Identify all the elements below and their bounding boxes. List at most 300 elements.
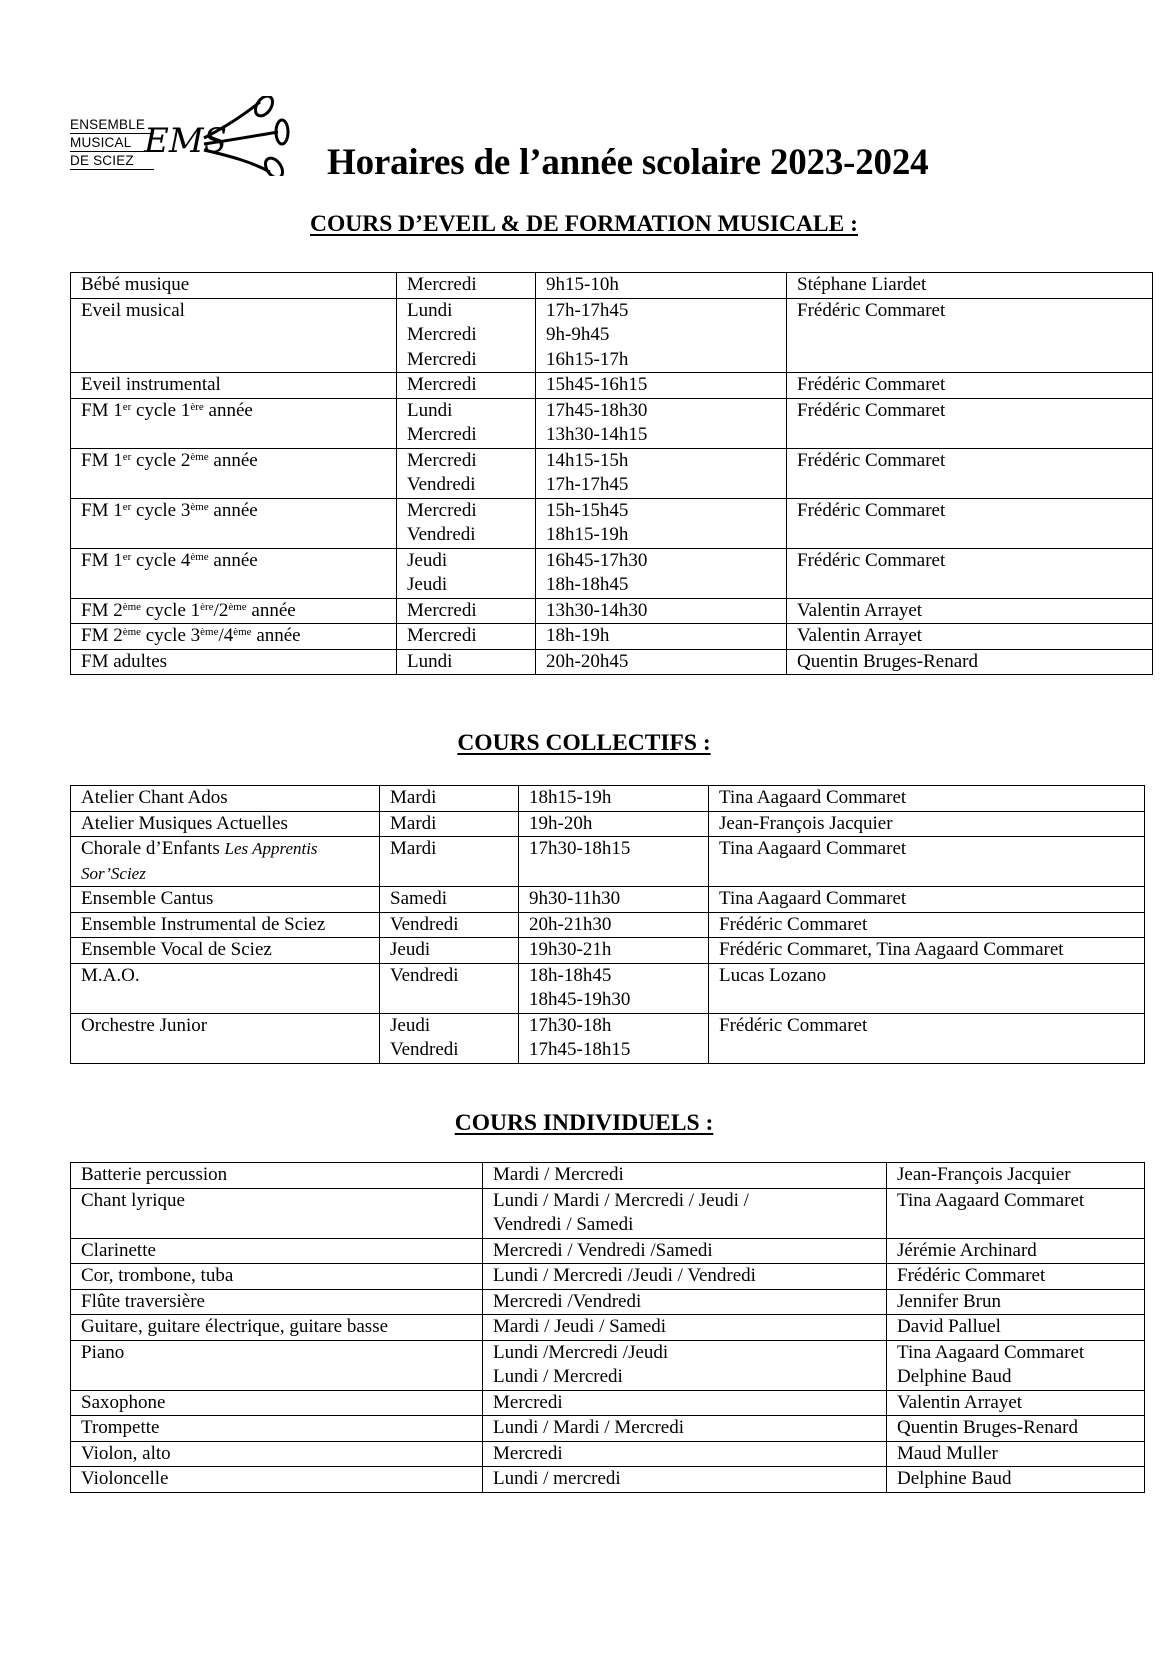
course-italic: Sor’Sciez	[81, 863, 146, 883]
time-cell	[536, 649, 787, 675]
horn-icon	[142, 96, 302, 176]
days-cell	[483, 1163, 887, 1189]
course-name	[81, 1341, 472, 1366]
course-name	[81, 1416, 472, 1441]
course-text: Eveil musical	[81, 299, 185, 321]
course-name	[81, 1239, 472, 1264]
course-cell	[71, 1390, 483, 1416]
day: Mercredi	[407, 274, 477, 295]
course-cell	[71, 624, 397, 650]
teacher: Lucas Lozano	[719, 964, 827, 986]
day: Vendredi	[407, 474, 476, 495]
course-name	[81, 650, 386, 675]
day: Jeudi	[407, 549, 448, 571]
table-row	[71, 298, 1153, 373]
section-heading-individuels: COURS INDIVIDUELS :	[454, 1110, 714, 1136]
time-cell	[519, 938, 709, 964]
teacher-cell	[887, 1390, 1145, 1416]
course-cell	[71, 598, 397, 624]
day: Lundi	[407, 399, 453, 421]
course-name	[81, 399, 386, 424]
table-row	[71, 373, 1153, 399]
course-text: Eveil instrumental	[81, 374, 221, 395]
course-text: Atelier Musiques Actuelles	[81, 812, 288, 834]
course-text: année	[208, 549, 258, 571]
course-text: année	[203, 399, 253, 421]
course-text: cycle 1	[141, 599, 201, 621]
course-text: année	[251, 625, 301, 646]
course-text: FM 1	[81, 499, 123, 521]
course-text: Violon, alto	[81, 1442, 171, 1464]
days: Mardi / Jeudi / Samedi	[493, 1316, 667, 1337]
day: Samedi	[390, 888, 447, 909]
course-name	[81, 837, 369, 862]
time-cell	[519, 963, 709, 1013]
day-cell	[380, 837, 519, 887]
teacher: Frédéric Commaret, Tina Aagaard Commaret	[719, 939, 1064, 960]
course-cell	[71, 448, 397, 498]
time-cell	[519, 1013, 709, 1063]
teacher: Tina Aagaard Commaret	[719, 838, 907, 859]
teacher-cell	[787, 498, 1153, 548]
teacher: Frédéric Commaret	[797, 399, 946, 421]
days-cell	[483, 1441, 887, 1467]
course-name	[81, 1391, 472, 1416]
ordinal-suffix: ème	[233, 626, 252, 638]
teacher: Valentin Arrayet	[897, 1391, 1023, 1413]
course-text: Cor, trombone, tuba	[81, 1265, 234, 1286]
teacher-cell	[887, 1340, 1145, 1390]
course-text: Trompette	[81, 1417, 160, 1438]
course-text: Saxophone	[81, 1391, 166, 1413]
course-cell	[71, 912, 380, 938]
teacher: Tina Aagaard Commaret	[897, 1341, 1085, 1363]
course-name	[81, 1315, 472, 1340]
ordinal-suffix: ère	[200, 600, 214, 613]
table-row	[71, 649, 1153, 675]
teacher: Tina Aagaard Commaret	[897, 1189, 1085, 1211]
teacher-cell	[709, 963, 1145, 1013]
day: Mardi	[390, 838, 437, 859]
teacher-cell	[709, 811, 1145, 837]
time-cell	[536, 373, 787, 399]
day-cell	[380, 963, 519, 1013]
teacher-cell	[787, 298, 1153, 373]
teacher: David Palluel	[897, 1316, 1001, 1337]
ordinal-suffix: er	[122, 400, 132, 413]
course-cell	[71, 373, 397, 399]
table-row	[71, 448, 1153, 498]
course-cell	[71, 273, 397, 299]
days: Lundi / Mercredi	[493, 1366, 623, 1387]
teacher-cell	[787, 649, 1153, 675]
day-cell	[397, 298, 536, 373]
teacher: Jérémie Archinard	[897, 1239, 1037, 1261]
days: Lundi / mercredi	[493, 1468, 621, 1489]
day-cell	[397, 273, 536, 299]
teacher: Delphine Baud	[897, 1366, 1012, 1387]
days-cell	[483, 1264, 887, 1290]
course-text: FM 2	[81, 625, 123, 646]
table-row	[71, 1238, 1145, 1264]
time: 19h30-21h	[529, 939, 612, 960]
table-row	[71, 1416, 1145, 1442]
day-cell	[397, 598, 536, 624]
course-cell	[71, 1163, 483, 1189]
teacher-cell	[887, 1163, 1145, 1189]
logo-monogram: EMS	[144, 121, 227, 161]
time-cell	[519, 811, 709, 837]
time-cell	[536, 548, 787, 598]
days: Mercredi / Vendredi /Samedi	[493, 1239, 713, 1261]
course-cell	[71, 398, 397, 448]
course-text: FM 1	[81, 399, 123, 421]
time: 16h45-17h30	[546, 549, 648, 571]
logo-line: ENSEMBLE	[70, 116, 154, 134]
course-name	[81, 1467, 472, 1492]
course-text: Chant lyrique	[81, 1189, 185, 1211]
course-name	[81, 887, 369, 912]
course-text: année	[208, 499, 258, 521]
teacher: Maud Muller	[897, 1442, 998, 1464]
time-cell	[536, 298, 787, 373]
day-cell	[397, 448, 536, 498]
teacher-cell	[787, 598, 1153, 624]
time: 17h30-18h	[529, 1014, 612, 1036]
page-title: Horaires de l’année scolaire 2023-2024	[327, 142, 929, 183]
teacher: Frédéric Commaret	[797, 299, 946, 321]
teacher: Stéphane Liardet	[797, 274, 927, 295]
table-row	[71, 273, 1153, 299]
day: Mercredi	[407, 499, 477, 521]
section-heading-collectifs: COURS COLLECTIFS :	[457, 730, 711, 756]
course-cell	[71, 887, 380, 913]
day-cell	[397, 649, 536, 675]
ordinal-suffix: ème	[190, 550, 209, 563]
day: Mercredi	[407, 324, 477, 345]
day: Lundi	[407, 650, 453, 672]
days: Vendredi / Samedi	[493, 1214, 634, 1235]
table-row	[71, 1013, 1145, 1063]
teacher-cell	[787, 448, 1153, 498]
days: Mercredi	[493, 1442, 563, 1464]
teacher-cell	[709, 1013, 1145, 1063]
teacher: Frédéric Commaret	[797, 549, 946, 571]
table-row	[71, 811, 1145, 837]
teacher-cell	[787, 273, 1153, 299]
teacher-cell	[887, 1315, 1145, 1341]
day: Mercredi	[407, 625, 477, 646]
course-name	[81, 812, 369, 837]
table-row	[71, 1188, 1145, 1238]
course-name-cont	[81, 862, 369, 887]
course-name	[81, 299, 386, 324]
teacher-cell	[887, 1467, 1145, 1493]
day: Lundi	[407, 299, 453, 321]
table-row	[71, 624, 1153, 650]
course-name	[81, 964, 369, 989]
course-name	[81, 624, 386, 649]
course-cell	[71, 1188, 483, 1238]
ordinal-suffix: ème	[190, 500, 209, 513]
course-cell	[71, 938, 380, 964]
course-cell	[71, 649, 397, 675]
days-cell	[483, 1467, 887, 1493]
time-cell	[519, 912, 709, 938]
days-cell	[483, 1340, 887, 1390]
time: 18h15-19h	[529, 787, 612, 808]
course-cell	[71, 548, 397, 598]
course-text: cycle 4	[131, 549, 191, 571]
time: 17h-17h45	[546, 474, 629, 495]
course-cell	[71, 1441, 483, 1467]
table-row	[71, 498, 1153, 548]
teacher: Frédéric Commaret	[797, 499, 946, 521]
course-text: cycle 1	[131, 399, 191, 421]
course-text: Batterie percussion	[81, 1164, 228, 1185]
course-text: Bébé musique	[81, 274, 190, 295]
course-text: FM adultes	[81, 650, 168, 672]
course-text: Clarinette	[81, 1239, 156, 1261]
day-cell	[380, 938, 519, 964]
day-cell	[397, 624, 536, 650]
day: Jeudi	[390, 1014, 431, 1036]
course-text: Orchestre Junior	[81, 1014, 208, 1036]
teacher: Delphine Baud	[897, 1468, 1012, 1489]
course-name	[81, 913, 369, 938]
course-text: FM 1	[81, 449, 123, 471]
days: Lundi /Mercredi /Jeudi	[493, 1341, 669, 1363]
table-row	[71, 1289, 1145, 1315]
course-name	[81, 499, 386, 524]
table-row	[71, 1315, 1145, 1341]
days-cell	[483, 1238, 887, 1264]
time-cell	[519, 887, 709, 913]
course-cell	[71, 1467, 483, 1493]
teacher-cell	[709, 938, 1145, 964]
teacher: Valentin Arrayet	[797, 625, 923, 646]
time: 15h45-16h15	[546, 374, 648, 395]
course-text: Atelier Chant Ados	[81, 787, 228, 808]
day: Mercredi	[407, 449, 477, 471]
teacher-cell	[887, 1238, 1145, 1264]
course-text: Ensemble Instrumental de Sciez	[81, 913, 326, 935]
time: 17h-17h45	[546, 299, 629, 321]
time: 13h30-14h30	[546, 599, 648, 621]
time: 9h30-11h30	[529, 888, 621, 909]
teacher: Jennifer Brun	[897, 1290, 1001, 1312]
course-name	[81, 1189, 472, 1214]
table-row	[71, 598, 1153, 624]
teacher: Frédéric Commaret	[797, 449, 946, 471]
course-cell	[71, 1238, 483, 1264]
day: Vendredi	[407, 524, 476, 545]
course-text: /4	[218, 625, 234, 646]
course-cell	[71, 1416, 483, 1442]
days-cell	[483, 1390, 887, 1416]
time: 20h-21h30	[529, 913, 612, 935]
day: Jeudi	[390, 939, 431, 960]
table-row	[71, 1441, 1145, 1467]
day: Vendredi	[390, 913, 459, 935]
day-cell	[397, 373, 536, 399]
course-cell	[71, 1264, 483, 1290]
day-cell	[380, 811, 519, 837]
teacher: Tina Aagaard Commaret	[719, 787, 907, 808]
teacher-cell	[709, 837, 1145, 887]
teacher-cell	[709, 912, 1145, 938]
days: Lundi / Mardi / Mercredi / Jeudi /	[493, 1189, 749, 1211]
days-cell	[483, 1416, 887, 1442]
teacher-cell	[887, 1416, 1145, 1442]
course-cell	[71, 837, 380, 887]
time: 18h-18h45	[529, 964, 612, 986]
day-cell	[397, 498, 536, 548]
day-cell	[380, 1013, 519, 1063]
course-name	[81, 786, 369, 811]
teacher-cell	[887, 1188, 1145, 1238]
course-text: /2	[213, 599, 229, 621]
course-name	[81, 938, 369, 963]
course-cell	[71, 298, 397, 373]
logo-line: MUSICAL	[70, 134, 154, 152]
time-cell	[536, 273, 787, 299]
time-cell	[536, 624, 787, 650]
days: Lundi / Mardi / Mercredi	[493, 1417, 685, 1438]
course-name	[81, 273, 386, 298]
course-text: M.A.O.	[81, 964, 140, 986]
course-text: FM 1	[81, 549, 123, 571]
course-cell	[71, 786, 380, 812]
ordinal-suffix: ère	[190, 400, 204, 413]
time: 17h30-18h15	[529, 838, 631, 859]
teacher: Jean-François Jacquier	[719, 812, 893, 834]
course-text: année	[246, 599, 296, 621]
time: 9h15-10h	[546, 274, 619, 295]
course-cell	[71, 1315, 483, 1341]
course-name	[81, 1014, 369, 1039]
course-name	[81, 1290, 472, 1315]
ordinal-suffix: er	[122, 450, 132, 463]
time: 18h15-19h	[546, 524, 629, 545]
course-name	[81, 549, 386, 574]
day: Vendredi	[390, 964, 459, 986]
teacher: Valentin Arrayet	[797, 599, 923, 621]
course-italic: Les Apprentis	[224, 839, 318, 858]
course-cell	[71, 1289, 483, 1315]
day: Mercredi	[407, 374, 477, 395]
day: Jeudi	[407, 574, 448, 595]
table-row	[71, 1390, 1145, 1416]
days-cell	[483, 1188, 887, 1238]
course-text: année	[208, 449, 258, 471]
table-row	[71, 1340, 1145, 1390]
ordinal-suffix: er	[122, 500, 132, 513]
ordinal-suffix: ème	[122, 626, 142, 638]
time-cell	[536, 498, 787, 548]
days-cell	[483, 1315, 887, 1341]
days: Lundi / Mercredi /Jeudi / Vendredi	[493, 1265, 756, 1286]
ordinal-suffix: ème	[200, 626, 219, 638]
table-row	[71, 398, 1153, 448]
time-cell	[519, 786, 709, 812]
time: 13h30-14h15	[546, 424, 648, 445]
ordinal-suffix: ème	[122, 600, 142, 613]
day-cell	[380, 887, 519, 913]
school-logo	[70, 96, 300, 176]
course-name	[81, 1163, 472, 1188]
course-text: Guitare, guitare électrique, guitare basse	[81, 1316, 389, 1337]
course-name	[81, 373, 386, 398]
days: Mardi / Mercredi	[493, 1164, 624, 1185]
time-cell	[536, 398, 787, 448]
day-cell	[397, 548, 536, 598]
course-cell	[71, 811, 380, 837]
teacher-cell	[787, 398, 1153, 448]
time: 18h-18h45	[546, 574, 629, 595]
course-cell	[71, 1340, 483, 1390]
logo-line: DE SCIEZ	[70, 152, 154, 170]
time: 19h-20h	[529, 812, 593, 834]
time: 17h45-18h30	[546, 399, 648, 421]
collectifs-schedule-table	[70, 785, 1145, 1064]
section-heading-eveil: COURS D’EVEIL & DE FORMATION MUSICALE :	[310, 211, 858, 237]
day: Mercredi	[407, 348, 477, 370]
ordinal-suffix: ème	[190, 450, 209, 463]
table-row	[71, 912, 1145, 938]
time-cell	[536, 598, 787, 624]
teacher-cell	[887, 1441, 1145, 1467]
course-text: Piano	[81, 1341, 125, 1363]
ordinal-suffix: er	[122, 550, 132, 563]
time: 18h45-19h30	[529, 989, 631, 1010]
teacher-cell	[709, 887, 1145, 913]
teacher: Quentin Bruges-Renard	[797, 650, 978, 672]
course-text: cycle 2	[131, 449, 191, 471]
table-row	[71, 963, 1145, 1013]
days: Mercredi	[493, 1391, 563, 1413]
day-cell	[380, 786, 519, 812]
teacher-cell	[787, 373, 1153, 399]
table-row	[71, 887, 1145, 913]
teacher: Frédéric Commaret	[897, 1265, 1046, 1286]
time: 16h15-17h	[546, 348, 629, 370]
day: Mercredi	[407, 599, 477, 621]
course-text: cycle 3	[141, 625, 201, 646]
teacher: Jean-François Jacquier	[897, 1164, 1071, 1185]
teacher: Quentin Bruges-Renard	[897, 1417, 1078, 1438]
course-text: Flûte traversière	[81, 1290, 205, 1312]
course-cell	[71, 498, 397, 548]
day: Mardi	[390, 787, 437, 808]
course-text: FM 2	[81, 599, 123, 621]
teacher: Tina Aagaard Commaret	[719, 888, 907, 909]
table-row	[71, 786, 1145, 812]
course-cell	[71, 1013, 380, 1063]
course-text: Ensemble Cantus	[81, 888, 214, 909]
teacher: Frédéric Commaret	[719, 913, 868, 935]
course-name	[81, 1264, 472, 1289]
table-row	[71, 1467, 1145, 1493]
teacher: Frédéric Commaret	[797, 374, 946, 395]
teacher-cell	[887, 1264, 1145, 1290]
teacher-cell	[709, 786, 1145, 812]
days-cell	[483, 1289, 887, 1315]
course-name	[81, 599, 386, 624]
ordinal-suffix: ème	[228, 600, 247, 613]
time: 15h-15h45	[546, 499, 629, 521]
time-cell	[536, 448, 787, 498]
